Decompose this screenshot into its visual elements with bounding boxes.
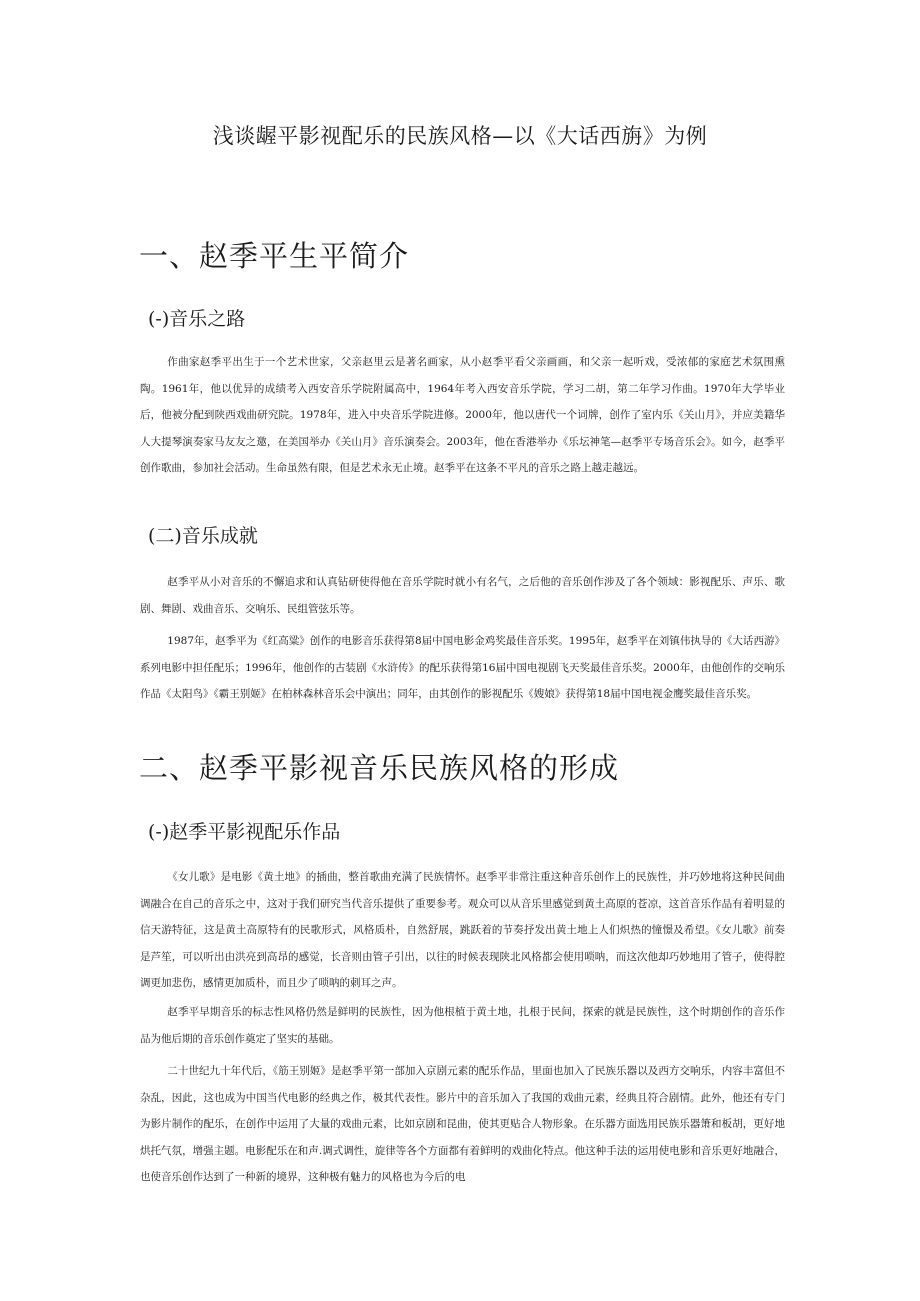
subsection-heading-1-2: (二)音乐成就 [148, 525, 258, 547]
paragraph: 1987年，赵季平为《红高粱》创作的电影音乐获得第8届中国电影金鸡奖最佳音乐奖。1995年，赵季平在刘镇伟执导的《大话西游》系列电影中担任配乐；1996年，他创作的古装剧《水浒传》的配乐获得第16届中国电视剧飞天奖最佳音乐奖。2000年，由他创作的交响乐作品《太阳鸟》《霸王别姬》在柏林森林音乐会中演出；同年，由其创作的影视配乐《嫂娘》获得第18届中国电视金鹰奖最佳音乐奖。 [140, 635, 785, 700]
paragraph: 作曲家赵季平出生于一个艺术世家，父亲赵里云是著名画家，从小赵季平看父亲画画，和父亲一起听戏，受浓郁的家庭艺术氛围熏陶。1961年，他以优异的成绩考入西安音乐学院附属高中，1964年考入西安音乐学院，学习二胡，第二年学习作曲。1970年大学毕业后，他被分配到陕西戏曲研究院。1978年，进入中央音乐学院进修。2000年，他以唐代一个词牌，创作了室内乐《关山月》，并应美籍华人大提琴演奏家马友友之邀，在美国举办《关山月》音乐演奏会。2003年，他在香港举办《乐坛神笔—赵季平专场音乐会》。如今，赵季平创作歌曲，参加社会活动。生命虽然有限，但是艺术永无止境。赵季平在这条不平凡的音乐之路上越走越远。 [140, 356, 785, 474]
section-heading-1: 一、赵季平生平简介 [139, 239, 410, 273]
paragraph: 《女儿歌》是电影《黄土地》的插曲，整首歌曲充满了民族情怀。赵季平非常注重这种音乐创作上的民族性，并巧妙地将这种民间曲调融合在自己的音乐之中，这对于我们研究当代音乐提供了重要参考。观众可以从音乐里感觉到黄土高原的苍凉，这首音乐作品有着明显的信天游特征，这是黄土高原特有的民歌形式，风格质朴，自然舒展，跳跃着的节奏抒发出黄土地上人们炽热的憧憬及希望。《女儿歌》前奏是芦笙，可以听出由洪亮到高昂的感觉，长音则由管子引出，以往的时候表现陕北风格都会使用唢呐，而这次他却巧妙地用了管子，使得腔调更加悲伤，感情更加质朴，而且少了唢呐的刺耳之声。 [140, 871, 785, 989]
document-title: 浅谈龌平影视配乐的民族风格—以《大话西旃》为例 [212, 124, 708, 148]
subsection-heading-2-1: (-)赵季平影视配乐作品 [148, 821, 341, 843]
paragraph: 赵季平从小对音乐的不懈追求和认真钻研使得他在音乐学院时就小有名气，之后他的音乐创作涉及了各个领域：影视配乐、声乐、歌剧、舞剧、戏曲音乐、交响乐、民组管弦乐等。 [140, 576, 785, 615]
paragraph: 二十世纪九十年代后，《筋王别姬》是赵季平第一部加入京剧元素的配乐作品，里面也加入了民族乐器以及西方交响乐，内容丰富但不杂乱，因此，这也成为中国当代电影的经典之作，极其代表性。影片中的音乐加入了我国的戏曲元素，经典且符合剧情。此外，他还有专门为影片制作的配乐，在创作中运用了大量的戏曲元素，比如京剧和昆曲，使其更贴合人物形象。在乐器方面选用民族乐器箫和板胡，更好地烘托气氛，增强主题。电影配乐在和声.调式调性，旋律等各个方面都有着鲜明的戏曲化特点。他这种手法的运用使电影和音乐更好地融合，也使音乐创作达到了一种新的境界，这种极有魅力的风格也为今后的电 [140, 1065, 785, 1183]
subsection-heading-1-1: (-)音乐之路 [148, 308, 246, 330]
paragraph: 赵季平早期音乐的标志性风格仍然是鲜明的民族性，因为他根植于黄土地，扎根于民间，探索的就是民族性，这个时期创作的音乐作品为他后期的音乐创作奠定了坚实的基础。 [140, 1006, 785, 1045]
section-heading-2: 二、赵季平影视音乐民族风格的形成 [139, 751, 620, 785]
